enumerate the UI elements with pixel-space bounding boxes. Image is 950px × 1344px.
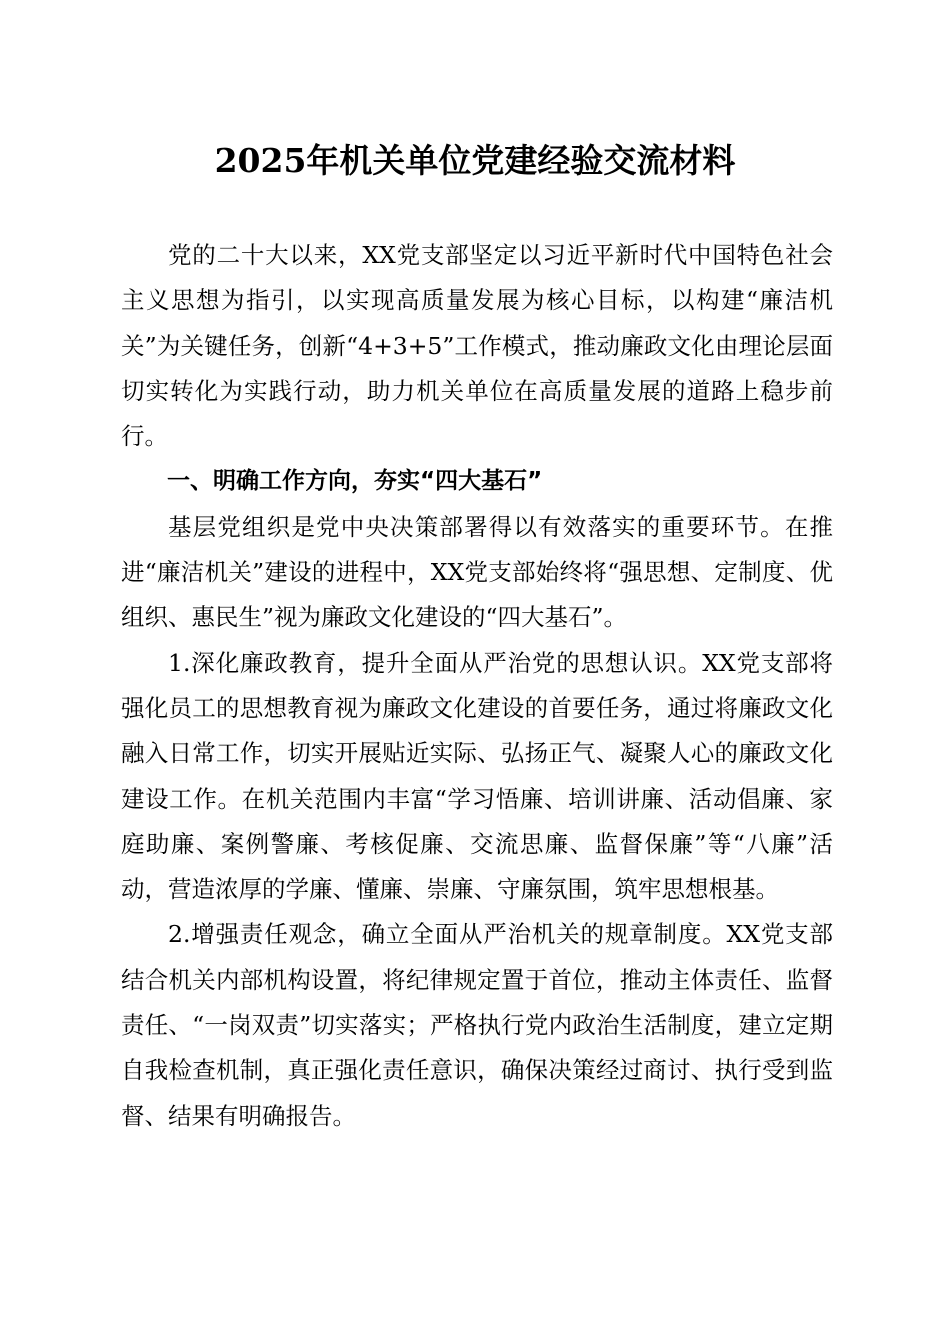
document-title: 2025年机关单位党建经验交流材料 bbox=[214, 141, 736, 180]
document-body bbox=[121, 233, 833, 1139]
paragraph-item-1: 1.深化廉政教育，提升全面从严治党的思想认识。XX党支部将强化员工的思想教育视为廉政文化建设的首要任务，通过将廉政文化融入日常工作，切实开展贴近实际、弘扬正气、凝聚人心的廉政文化建设工作。在机关范围内丰富“学习悟廉、培训讲廉、活动倡廉、家庭助廉、案例警廉、考核促廉、交流思廉、监督保廉”等“八廉”活动，营造浓厚的学廉、懂廉、崇廉、守廉氛围，筑牢思想根基。 bbox=[121, 648, 833, 904]
paragraph-item-2: 2.增强责任观念，确立全面从严治机关的规章制度。XX党支部结合机关内部机构设置，将纪律规定置于首位，推动主体责任、监督责任、“一岗双责”切实落实；严格执行党内政治生活制度，建立定期自我检查机制，真正强化责任意识，确保决策经过商讨、执行受到监督、结果有明确报告。 bbox=[121, 920, 833, 1130]
paragraph-four-cornerstones: 基层党组织是党中央决策部署得以有效落实的重要环节。在推进“廉洁机关”建设的进程中，XX党支部始终将“强思想、定制度、优组织、惠民生”视为廉政文化建设的“四大基石”。 bbox=[121, 512, 833, 632]
section-heading-1: 一、明确工作方向，夯实“四大基石” bbox=[167, 468, 543, 495]
intro-paragraph: 党的二十大以来，XX党支部坚定以习近平新时代中国特色社会主义思想为指引，以实现高质量发展为核心目标，以构建“廉洁机关”为关键任务，创新“4+3+5”工作模式，推动廉政文化由理论层面切实转化为实践行动，助力机关单位在高质量发展的道路上稳步前行。 bbox=[121, 241, 833, 451]
